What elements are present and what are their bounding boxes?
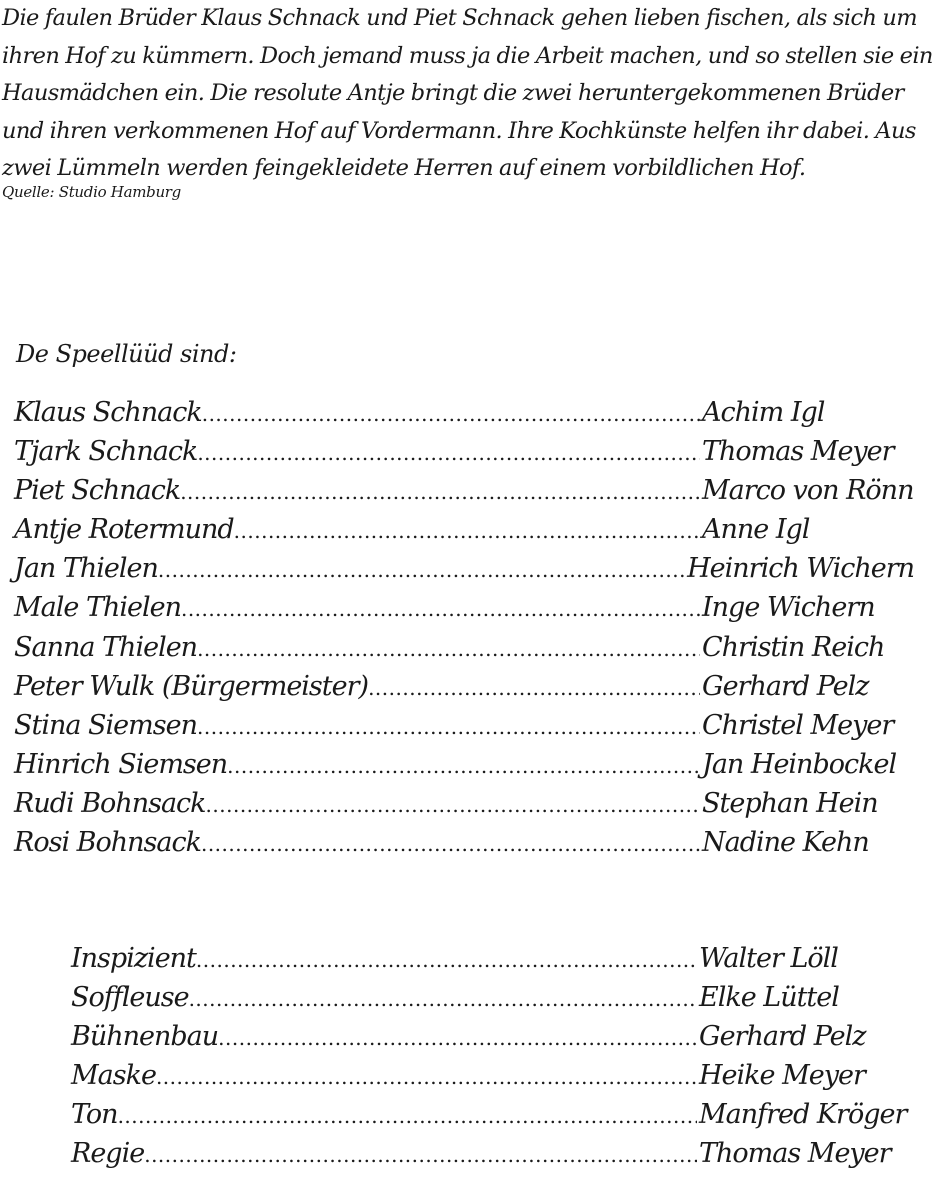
cast-row xyxy=(14,514,914,553)
cast-heading: De Speellüüd sind: xyxy=(16,340,237,368)
dot-leader xyxy=(158,558,685,582)
dot-leader xyxy=(180,480,700,504)
cast-row xyxy=(14,592,914,631)
actor-name: Marco von Rönn xyxy=(702,475,914,507)
crew-person: Thomas Meyer xyxy=(699,1138,891,1170)
crew-row xyxy=(71,943,911,982)
role-name: Tjark Schnack xyxy=(14,436,198,468)
intro-paragraph: Die faulen Brüder Klaus Schnack und Piet Schnack gehen lieben fischen, als sich um ihren Hof zu kümmern. Doch jemand muss ja die Arbeit machen, und so stellen sie ein Hausmädchen ein. Die resolute Antje bringt die zwei heruntergekommenen Brüder und ihren verkommenen Hof auf Vordermann. Ihre Kochkünste helfen ihr dabei. Aus zwei Lümmeln werden feingekleidete Herren auf einem vorbildlichen Hof. xyxy=(2,5,933,181)
crew-row xyxy=(71,1060,911,1099)
dot-leader xyxy=(227,754,700,778)
role-name: Jan Thielen xyxy=(14,553,158,585)
dot-leader xyxy=(189,987,697,1011)
role-name: Antje Rotermund xyxy=(14,514,234,546)
dot-leader xyxy=(206,793,700,817)
dot-leader xyxy=(197,637,700,661)
cast-row xyxy=(14,632,914,671)
dot-leader xyxy=(197,715,700,739)
crew-person: Heike Meyer xyxy=(699,1060,865,1092)
dot-leader xyxy=(202,402,700,426)
role-name: Rosi Bohnsack xyxy=(14,827,201,859)
dot-leader xyxy=(144,1143,697,1167)
actor-name: Heinrich Wichern xyxy=(687,553,914,585)
role-name: Hinrich Siemsen xyxy=(14,748,228,780)
dot-leader xyxy=(181,597,700,621)
actor-name: Anne Igl xyxy=(702,514,810,546)
actor-name: Stephan Hein xyxy=(702,787,878,819)
dot-leader xyxy=(234,519,700,543)
crew-role: Maske xyxy=(71,1060,156,1092)
crew-list xyxy=(71,943,911,1178)
crew-role: Inspizient xyxy=(71,943,196,974)
actor-name: Christel Meyer xyxy=(702,709,894,741)
crew-row xyxy=(71,1138,911,1177)
role-name: Piet Schnack xyxy=(14,475,181,507)
source-credit: Quelle: Studio Hamburg xyxy=(2,182,181,201)
cast-row xyxy=(14,671,914,710)
role-name: Peter Wulk (Bürgermeister) xyxy=(14,670,369,702)
dot-leader xyxy=(156,1065,697,1089)
crew-row xyxy=(71,1099,911,1138)
dot-leader xyxy=(118,1104,697,1128)
actor-name: Nadine Kehn xyxy=(702,827,869,859)
role-name: Male Thielen xyxy=(14,592,181,624)
cast-row xyxy=(14,710,914,749)
cast-list xyxy=(14,397,914,866)
actor-name: Jan Heinbockel xyxy=(702,748,897,780)
dot-leader xyxy=(201,832,700,856)
crew-role: Ton xyxy=(71,1099,118,1131)
actor-name: Gerhard Pelz xyxy=(702,670,869,702)
actor-name: Thomas Meyer xyxy=(702,436,894,468)
cast-row xyxy=(14,397,914,436)
cast-row xyxy=(14,749,914,788)
crew-role: Soffleuse xyxy=(71,982,189,1014)
intro-section xyxy=(2,0,945,202)
crew-person: Manfred Kröger xyxy=(699,1099,907,1131)
cast-row xyxy=(14,788,914,827)
actor-name: Christin Reich xyxy=(702,631,885,663)
role-name: Rudi Bohnsack xyxy=(14,787,206,819)
dot-leader xyxy=(218,1026,697,1050)
crew-row xyxy=(71,982,911,1021)
cast-row xyxy=(14,553,914,592)
crew-person: Walter Löll xyxy=(699,943,838,974)
crew-person: Gerhard Pelz xyxy=(699,1021,866,1053)
dot-leader xyxy=(196,948,697,972)
role-name: Sanna Thielen xyxy=(14,631,198,663)
cast-row xyxy=(14,436,914,475)
actor-name: Achim Igl xyxy=(702,397,825,428)
crew-role: Regie xyxy=(71,1138,145,1170)
crew-role: Bühnenbau xyxy=(71,1021,219,1053)
role-name: Stina Siemsen xyxy=(14,709,197,741)
crew-row xyxy=(71,1021,911,1060)
dot-leader xyxy=(197,441,700,465)
cast-row xyxy=(14,475,914,514)
role-name: Klaus Schnack xyxy=(14,397,202,428)
actor-name: Inge Wichern xyxy=(702,592,875,624)
dot-leader xyxy=(368,676,700,700)
crew-person: Elke Lüttel xyxy=(699,982,839,1014)
cast-row xyxy=(14,827,914,866)
